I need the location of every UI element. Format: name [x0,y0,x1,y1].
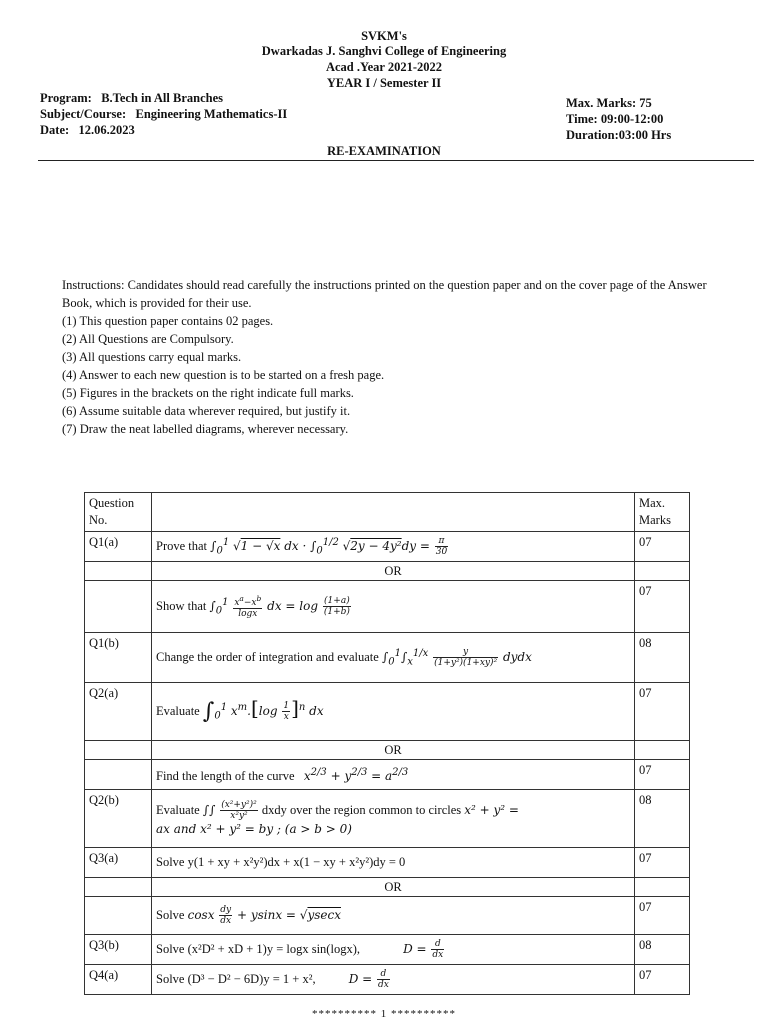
or-label: OR [152,562,635,581]
instruction-item: (1) This question paper contains 02 pages. [62,314,274,328]
or-cell-empty [635,878,690,897]
operator-definition: D = $\frac{d}{dx}$ [348,969,389,991]
question-marks: 07 [635,683,690,741]
or-row [85,878,690,897]
instruction-item: (5) Figures in the brackets on the right indicate full marks. [62,386,354,400]
question-marks: 08 [635,935,690,965]
instruction-item: (6) Assume suitable data wherever required, but justify it. [62,404,351,418]
question-text [152,532,635,562]
question-table [84,492,690,995]
exam-time: Time: 09:00-12:00 [566,112,664,126]
or-label: OR [152,741,635,760]
table-row [85,965,690,995]
math-expression: $\int_0^1\int_x^{1/x}$ $\frac{y}{\text{(1+y²)(1+xy)²}}$ dydx [381,647,532,669]
question-text [152,633,635,683]
date-label: Date: [40,123,70,137]
table-header-row [85,493,690,532]
math-expression: x² + y² = [464,802,519,817]
or-label: OR [152,878,635,897]
program-label: Program: [40,91,92,105]
math-expression: cosx $\frac{dy}{dx}$ + ysinx = √ysecx [187,905,341,927]
question-prompt: Show that [156,599,207,614]
col-marks-header: Max. Marks [635,493,690,532]
college-name: Dwarkadas J. Sanghvi College of Engineering [261,44,507,58]
math-expression: ∫∫ $\frac{\text{(x²+y²)²}}{\text{x²y²}}$ [202,799,257,821]
question-text [152,790,635,848]
table-row [85,633,690,683]
col-question-header: Question No. [85,493,152,532]
program-value: B.Tech in All Branches [101,91,224,105]
question-prompt: Solve [156,908,185,923]
question-marks: 07 [635,581,690,633]
question-marks: 08 [635,633,690,683]
exam-type: RE-EXAMINATION [327,144,441,158]
question-prompt-line-2: ax and x² + y² = by ; (a > b > 0) [156,821,352,836]
institute-short: SVKM's [361,29,407,43]
table-row [85,760,690,790]
question-number: Q2(a) [85,683,152,741]
or-cell-empty [635,562,690,581]
max-marks: Max. Marks: 75 [566,96,652,110]
question-number: Q3(a) [85,848,152,878]
math-expression: $\int_0^1$ $x^m.[\log$ $\frac{1}{x}$ ]$^n$ dx [202,696,324,725]
table-row [85,897,690,935]
subject-value: Engineering Mathematics-II [135,107,288,121]
year-semester: YEAR I / Semester II [326,76,442,90]
question-marks: 07 [635,760,690,790]
question-number: Q1(a) [85,532,152,562]
table-row [85,790,690,848]
question-prompt: Evaluate [156,802,200,817]
or-cell-empty [85,741,152,760]
or-row [85,741,690,760]
or-cell-empty [635,741,690,760]
subject-label: Subject/Course: [40,107,127,121]
operator-definition: D = $\frac{d}{dx}$ [403,939,444,961]
date-line [40,122,135,138]
instructions-intro: Instructions: Candidates should read carefully the instructions printed on the question paper and on the cover page of the Answer Book, which is provided for their use. [62,278,707,310]
math-expression: $\int_0^1$ $\frac{x^a-x^b}{\log x}$ dx = log $\frac{(1+a)}{(1+b)}$ [209,594,350,620]
question-prompt: Solve (D³ − D² − 6D)y = 1 + x², [156,972,316,987]
question-number [85,760,152,790]
question-number: Q2(b) [85,790,152,848]
question-marks: 08 [635,790,690,848]
table-row [85,532,690,562]
math-expression: $\int_0^1$ √1 − √x dx · $\int_0^{1/2}$ √2y − 4y²dy = $\frac{\pi}{30}$ [210,536,448,557]
question-prompt: Change the order of integration and evaluate [156,650,379,665]
instruction-item: (2) All Questions are Compulsory. [62,332,234,346]
question-text [152,581,635,633]
question-text [152,760,635,790]
question-text [152,965,635,995]
question-text [152,935,635,965]
header-divider [38,160,754,161]
question-number [85,897,152,935]
page-footer: ********** 1 ********** [312,1008,456,1020]
question-prompt: Evaluate [156,704,200,719]
question-prompt: Find the length of the curve [156,769,295,784]
question-prompt: Prove that [156,539,208,553]
program-line [40,90,223,106]
instruction-item: (4) Answer to each new question is to be started on a fresh page. [62,368,385,382]
question-marks: 07 [635,897,690,935]
date-value: 12.06.2023 [78,123,135,137]
question-prompt: Solve y(1 + xy + x²y²)dx + x(1 − xy + x²y²)dy = 0 [156,855,406,870]
instruction-item: (3) All questions carry equal marks. [62,350,242,364]
instruction-item: (7) Draw the neat labelled diagrams, wherever necessary. [62,422,349,436]
question-number [85,581,152,633]
or-cell-empty [85,562,152,581]
question-number: Q1(b) [85,633,152,683]
math-expression: $x^{2/3} + y^{2/3} = a^{2/3}$ [303,767,409,784]
table-row [85,581,690,633]
subject-line [40,106,287,122]
question-number: Q4(a) [85,965,152,995]
question-marks: 07 [635,848,690,878]
question-prompt: Solve (x²D² + xD + 1)y = logx sin(logx), [156,942,360,957]
question-marks: 07 [635,965,690,995]
col-question-text-header [152,493,635,532]
question-text [152,897,635,935]
table-row [85,848,690,878]
question-marks: 07 [635,532,690,562]
exam-duration: Duration:03:00 Hrs [566,128,672,142]
acad-year: Acad .Year 2021-2022 [325,60,443,74]
question-text [152,848,635,878]
question-prompt-continued: dxdy over the region common to circles [261,802,462,817]
instructions-block [62,276,712,438]
question-text [152,683,635,741]
question-number: Q3(b) [85,935,152,965]
table-row [85,935,690,965]
or-cell-empty [85,878,152,897]
or-row [85,562,690,581]
table-row [85,683,690,741]
